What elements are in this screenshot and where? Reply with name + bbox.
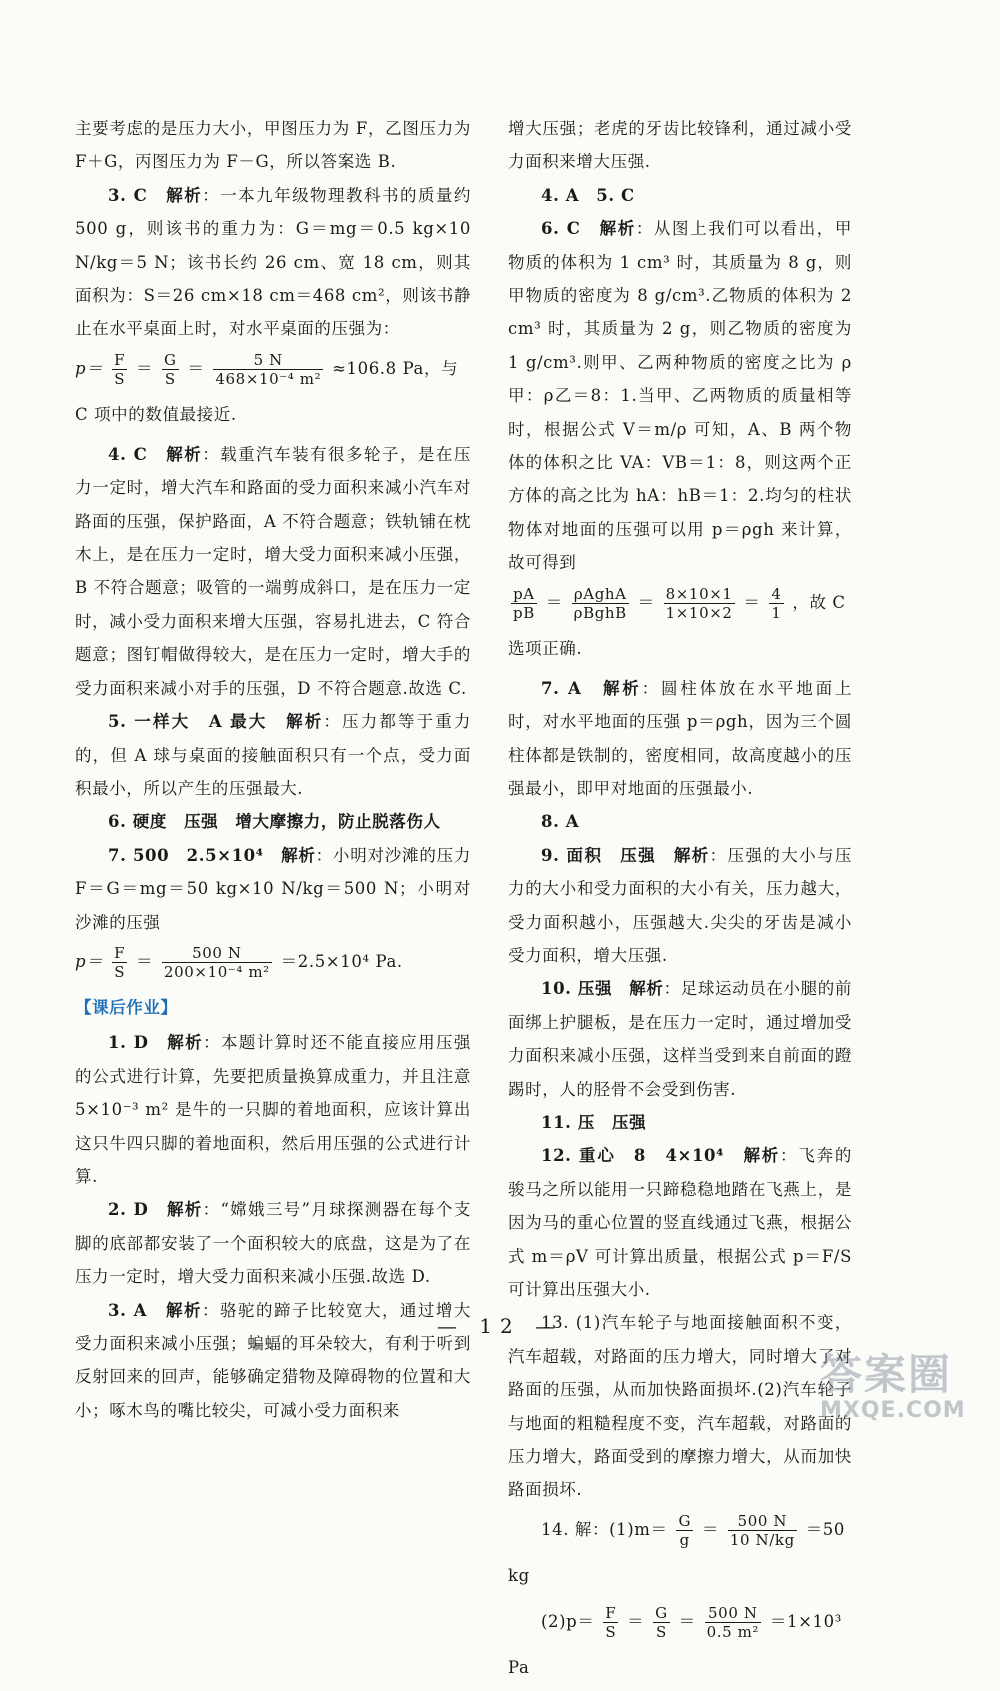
homework-1-label: 1. D (108, 1033, 149, 1053)
homework-12 (508, 1139, 852, 1306)
answer-7 (75, 839, 471, 939)
fraction: $\frac{F}{S}$ (114, 350, 126, 388)
answer-4-text: ：载重汽车装有很多轮子，是在压力一定时，增大汽车和路面的受力面积来减小汽车对路面的压强，保护路面，A 不符合题意；铁轨铺在枕木上，是在压力一定时，增大受力面积来减小压强，B 不符合题意；吸管的一端剪成斜口，是在压力一定时，减小受力面积来增大压强，容易扎进去，C 符合题意；图钉帽做得较大，是在压力一定时，增大手的受力面积来减小对手的压强，D 不符合题意.故选 C. (75, 444, 472, 698)
equals: ＝ (627, 1611, 645, 1631)
fraction: $\frac{G}{S}$ (655, 1603, 668, 1641)
homework-10-text: ：足球运动员在小腿的前面绑上护腿板，是在压力一定时，通过增加受力面积来减小压强，这样当受到来自前面的蹬踢时，人的胫骨不会受到伤害. (508, 979, 852, 1099)
homework-14-part1 (508, 1507, 852, 1599)
formula-tail: ＝1×10³ Pa (508, 1611, 842, 1677)
answer-7-text: ：小明对沙滩的压力 F＝G＝mg＝50 kg×10 N/kg＝500 N；小明对沙滩的压强 (75, 845, 472, 932)
answer-3 (75, 179, 471, 346)
answer-5 (75, 705, 471, 805)
answer-6 (75, 805, 471, 838)
fraction: $\frac{5 N}{\text{468×10⁻⁴ m²}}$ (215, 350, 322, 388)
homework-12-key: 解析 (743, 1146, 781, 1166)
homework-7-key: 解析 (602, 678, 642, 698)
homework-2 (75, 1193, 471, 1293)
answer-7-formula (75, 939, 471, 985)
homework-3-text: ：骆驼的蹄子比较宽大，通过增大受力面积来减小压强；蝙蝠的耳朵较大，有利于听到反射回来的回声，能够确定猎物及障碍物的位置和大小；啄木鸟的嘴比较尖，可减小受力面积来 (75, 1300, 472, 1420)
homework-3-key: 解析 (165, 1300, 202, 1320)
homework-9-text: ：压强的大小与压力的大小和受力面积的大小有关，压力越大，受力面积越小，压强越大.尖尖的牙齿是减小受力面积，增大压强. (508, 845, 852, 965)
formula-lhs: p＝ (75, 358, 104, 378)
homework-10-label: 10. 压强 (541, 979, 613, 999)
watermark-sub: MXQE.COM (820, 1398, 966, 1423)
answer-3-label: 3. C (108, 185, 148, 205)
homework-4-5 (508, 179, 852, 212)
homework-2-text: ：“嫦娥三号”月球探测器在每个支脚的底部都安装了一个面积较大的底盘，这是为了在压力一定时，增大受力面积来减小压强.故选 D. (75, 1200, 471, 1287)
homework-8-label: 8. A (541, 812, 580, 832)
fraction: $\frac{500 N}{10 N/kg}$ (729, 1511, 795, 1549)
homework-11-label: 11. 压 压强 (541, 1112, 647, 1132)
equals: ＝ (637, 592, 655, 612)
homework-9-label: 9. 面积 压强 (541, 845, 656, 865)
homework-6-text: ：从图上我们可以看出，甲物质的体积为 1 cm³ 时，其质量为 8 g，则甲物质的密度为 8 g/cm³.乙物质的体积为 2 cm³ 时，其质量为 2 g，则乙物质的密度为 1 g/cm³.则甲、乙两种物质的密度之比为 ρ甲：ρ乙＝8：1.当甲、乙两物质的质量相等时，根据公式 V＝m/ρ 可知，A、B 两个物体的体积之比 VA：VB＝1：8，则这两个正方体的高之比为 hA：hB＝1：2.均匀的柱状物体对地面的压强可以用 p＝ρgh 来计算，故可得到 (508, 219, 852, 573)
homework-1 (75, 1026, 471, 1193)
answer-3-text: ：一本九年级物理教科书的质量约 500 g，则该书的重力为：G＝mg＝0.5 kg×10 N/kg＝5 N；该书长约 26 cm、宽 18 cm，则其面积为：S＝26 cm×18 cm＝468 cm²，则该书静止在水平桌面上时，对水平桌面的压强为： (75, 185, 472, 339)
homework-3-label: 3. A (108, 1300, 148, 1320)
equals: ＝ (743, 592, 761, 612)
equals: ＝ (187, 358, 205, 378)
homework-14-part2 (508, 1599, 852, 1691)
fraction: $\frac{pA}{pB}$ (513, 584, 535, 622)
formula-lhs: 14. 解：(1)m＝ (541, 1519, 668, 1539)
watermark-main: 答案圈 (820, 1350, 953, 1399)
answer-7-label: 7. 500 2.5×10⁴ (108, 845, 264, 865)
homework-1-text: ：本题计算时还不能直接应用压强的公式进行计算，先要把质量换算成重力，并且注意 5×10⁻³ m² 是牛的一只脚的着地面积，应该计算出这只牛四只脚的着地面积，然后用压强的公式进行计算. (75, 1033, 471, 1186)
homework-10 (508, 972, 852, 1106)
fraction: $\frac{F}{S}$ (114, 943, 126, 981)
left-column (75, 112, 471, 1427)
formula-tail: ＝2.5×10⁴ Pa. (280, 951, 403, 971)
answer-4-label: 4. C (108, 444, 148, 464)
section-tag-homework: 【课后作业】 (75, 997, 178, 1017)
homework-12-label: 12. 重心 8 4×10⁴ (541, 1146, 724, 1166)
equals: ＝ (545, 592, 563, 612)
equals: ＝ (678, 1611, 696, 1631)
formula-tail: ≈106.8 Pa，与 C 项中的数值最接近. (75, 358, 459, 424)
homework-9-key: 解析 (673, 845, 710, 865)
formula-lhs: p＝ (75, 951, 104, 971)
homework-7-text: ：圆柱体放在水平地面上时，对水平地面的压强 p＝ρgh，因为三个圆柱体都是铁制的，密度相同，故高度越小的压强最小，即甲对地面的压强最小. (508, 678, 852, 798)
answer-3-formula (75, 346, 471, 438)
fraction: $\frac{8\times 10\times 1}{1\times 10\times 2}$ (665, 584, 733, 622)
homework-13: 13. (1)汽车轮子与地面接触面积不变，汽车超载，对路面的压力增大，同时增大了对路面的压强，从而加快路面损坏.(2)汽车轮子与地面的粗糙程度不变，汽车超载，对路面的压力增大，路面受到的摩擦力增大，从而加快路面损坏. (508, 1313, 852, 1500)
fraction: $\frac{G}{S}$ (163, 350, 177, 388)
homework-2-label: 2. D (108, 1200, 149, 1220)
homework-9 (508, 839, 852, 973)
homework-6-key: 解析 (599, 219, 636, 239)
homework-6-label: 6. C (541, 219, 581, 239)
homework-10-key: 解析 (629, 979, 664, 999)
page-number: — 12 — (436, 1314, 564, 1338)
homework-7-label: 7. A (541, 678, 582, 698)
equals: ＝ (136, 951, 154, 971)
fraction: $\frac{4}{1}$ (771, 584, 782, 622)
homework-6-formula (508, 580, 852, 672)
homework-8 (508, 805, 852, 838)
equals: ＝ (136, 358, 154, 378)
fraction: $\frac{500 N}{\text{0.5 m²}}$ (706, 1603, 760, 1641)
equals: ＝ (701, 1519, 720, 1539)
homework-2-key: 解析 (166, 1200, 203, 1220)
homework-3-continued: 增大压强；老虎的牙齿比较锋利，通过减小受力面积来增大压强. (508, 119, 852, 172)
fraction: $\frac{500 N}{\text{200×10⁻⁴ m²}}$ (163, 943, 270, 981)
homework-4-5-label: 4. A 5. C (541, 185, 635, 205)
homework-7 (508, 672, 852, 806)
homework-6 (508, 212, 852, 579)
intro-paragraph: 主要考虑的是压力大小，甲图压力为 F，乙图压力为 F＋G，丙图压力为 F－G，所以答案选 B. (75, 119, 471, 172)
fraction: $\frac{\text{ρAghA}}{\text{ρBghB}}$ (573, 584, 627, 622)
answer-6-label: 6. 硬度 压强 增大摩擦力，防止脱落伤人 (108, 812, 441, 832)
fraction: $\frac{F}{S}$ (605, 1603, 617, 1641)
answer-7-key: 解析 (281, 845, 316, 865)
formula-tail: ，故 C 选项正确. (508, 592, 846, 658)
answer-3-key: 解析 (166, 185, 203, 205)
answer-5-key: 解析 (286, 712, 324, 732)
answer-4 (75, 438, 471, 705)
answer-5-label: 5. 一样大 A 最大 (108, 712, 268, 732)
formula-tail: ＝50 kg (508, 1519, 845, 1585)
homework-12-text: ：飞奔的骏马之所以能用一只蹄稳稳地踏在飞燕上，是因为马的重心位置的竖直线通过飞燕，根据公式 m＝ρV 可计算出质量，根据公式 p＝F/S 可计算出压强大小. (508, 1146, 852, 1299)
formula-lhs: (2)p＝ (541, 1611, 595, 1631)
answer-4-key: 解析 (166, 444, 203, 464)
right-column (508, 112, 852, 1691)
homework-11 (508, 1106, 852, 1139)
fraction: $\frac{G}{g}$ (678, 1511, 692, 1549)
watermark-logo (820, 1352, 985, 1432)
homework-1-key: 解析 (167, 1033, 204, 1053)
answer-5-text: ：压力都等于重力的，但 A 球与桌面的接触面积只有一个点，受力面积最小，所以产生的压强最大. (75, 712, 471, 798)
